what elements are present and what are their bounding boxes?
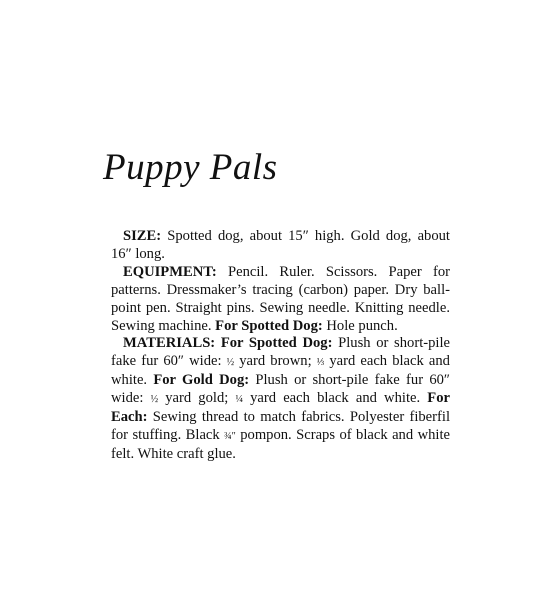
materials-gold-heading: For Gold Dog:: [153, 372, 250, 389]
equipment-text: Pencil. Ruler. Scissors. Paper for patterns. Dressmaker’s tracing (carbon) paper. Dry ball-point pen. Straight pins. Sewing needle. Knitting needle. Sewing machine.: [111, 263, 450, 334]
fraction-quarter: ¼: [235, 394, 243, 406]
size-text: Spotted dog, about 15″ high. Gold dog, about 16″ long.: [111, 228, 450, 262]
materials-spotted-text-3: yard each black and white.: [111, 353, 450, 389]
materials-gold-text-3: yard each black and white.: [242, 390, 428, 407]
fraction-third: ⅓: [316, 357, 325, 369]
fraction-half: ½: [226, 357, 235, 369]
materials-spotted-text-2: yard brown;: [234, 353, 317, 370]
materials-paragraph: [111, 335, 450, 463]
materials-each-text-2: pompon. Scraps of black and white felt. White craft glue.: [111, 426, 450, 462]
materials-spotted-heading: For Spotted Dog:: [215, 335, 333, 352]
fraction-three-quarter: ¾″: [224, 430, 236, 442]
materials-gold-text-2: yard gold;: [158, 390, 236, 407]
materials-heading: MATERIALS:: [123, 335, 216, 352]
materials-each-heading: For Each:: [111, 390, 450, 426]
page-title: Puppy Pals: [103, 147, 278, 188]
equipment-spotted-text: Hole punch.: [322, 317, 398, 334]
equipment-paragraph: [111, 264, 450, 336]
materials-spotted-text-1: Plush or short-pile fake fur 60″ wide:: [111, 335, 450, 370]
size-paragraph: [111, 228, 450, 264]
materials-gold-text-1: Plush or short-pile fake fur 60″ wide:: [111, 372, 450, 407]
instructions-body: [111, 228, 450, 464]
equipment-heading: EQUIPMENT:: [123, 263, 217, 280]
equipment-spotted-heading: For Spotted Dog:: [215, 317, 323, 334]
size-heading: SIZE:: [123, 228, 162, 244]
fraction-half-gold: ½: [150, 394, 159, 406]
materials-each-text-1: Sewing thread to match fabrics. Polyester fiberfil for stuffing. Black: [111, 409, 450, 443]
